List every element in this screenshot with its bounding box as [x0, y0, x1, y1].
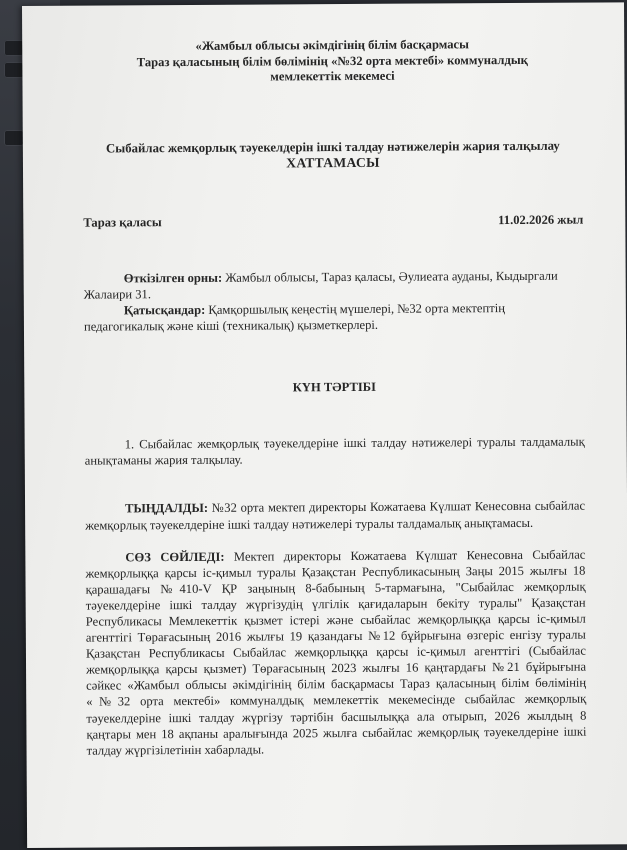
venue-paragraph	[84, 267, 584, 302]
document-body	[82, 37, 586, 759]
heard-text: №32 орта мектеп директоры Кожатаева Күлшат Кенесовна сыбайлас жемқорлық тәуекелдеріне ішкі талдау нәтижелері туралы талдамалық анықтамасы.	[85, 499, 586, 533]
spoke-paragraph	[85, 546, 586, 758]
title-subject: Сыбайлас жемқорлық тәуекелдерін ішкі талдау нәтижелерін жария талқылау	[105, 138, 560, 155]
org-line-1: «Жамбыл облысы әкімдігінің білім басқармасы	[195, 37, 469, 53]
title-protocol: ХАТТАМАСЫ	[286, 154, 380, 170]
participants-paragraph	[84, 300, 584, 335]
agenda-item-1: 1. Сыбайлас жемқорлық тәуекелдеріне ішкі талдау нәтижелері туралы талдамалық анықтаманы жария талқылау.	[84, 434, 585, 468]
venue-label: Өткізілген орны:	[123, 270, 223, 286]
heard-label: ТЫҢДАЛДЫ:	[125, 501, 209, 516]
agenda-heading: КҮН ТӘРТІБІ	[292, 380, 377, 395]
city-label: Тараз қаласы	[83, 214, 162, 230]
spoke-label: СӨЗ СӨЙЛЕДІ:	[125, 549, 225, 565]
document-title	[83, 137, 583, 172]
keyboard-key	[4, 62, 24, 78]
participants-text: Қамқоршылық кеңестің мүшелері, №32 орта мектептің педагогикалық және кіші (техникалық) қызметкерлері.	[83, 301, 505, 334]
participants-label: Қатысқандар:	[123, 302, 206, 318]
org-line-2: Тараз қаласының білім бөлімінің «№32 орта мектебі» коммуналдық	[136, 52, 528, 69]
keyboard-key	[4, 40, 24, 56]
keyboard-key	[4, 130, 24, 146]
document-page	[22, 2, 627, 848]
spoke-text: Мектеп директоры Кожатаева Күлшат Кенесовна Сыбайлас жемқорлыққа қарсы іс-қимыл туралы Қазақстан Республикасының Заңы 2015 жылғы 18 қарашадағы №410-V ҚР заңының 8-бабының 5-тармағына, "Сыбайлас жемқорлық тәуекелдеріне ішкі талдау жүргізудің үлгілік қағидаларын бекіту туралы" Қазақстан Республикасы Мемлекеттік қызмет істері және сыбайлас жемқорлыққа қарсы іс-қимыл агенттігі Төрағасының 2016 жылғы 19 қазандағы №12 бұйрығына өзгеріс енгізу туралы Қазақстан Республикасы Сыбайлас жемқорлыққа қарсы іс-қимыл агенттігі (Сыбайлас жемқорлыққа қарсы қызмет) Төрағасының 2023 жылғы 16 қаңтардағы №21 бұйрығына сәйкес «Жамбыл облысы әкімдігінің білім басқармасы Тараз қаласының білім бөлімінің «№32 орта мектебі» коммуналдық мемлекеттік мекемесінде сыбайлас жемқорлық тәуекелдеріне ішкі талдау жүргізу тәртібін басшылыққа ала отырып, 2026 жылдың 8 қаңтары мен 18 ақпаны аралығында 2025 жылға сыбайлас жемқорлық тәуекелдеріне ішкі талдау жүргізілетінін хабарлады.	[85, 547, 587, 758]
organization-header	[82, 37, 582, 87]
place-date-row	[83, 211, 583, 230]
venue-text: Жамбыл облысы, Тараз қаласы, Әулиеата ауданы, Кыдыргали Жалаири 31.	[83, 268, 558, 302]
date-label: 11.02.2026 жыл	[498, 212, 584, 227]
heard-paragraph	[85, 498, 585, 533]
org-line-3: мемлекеттік мекемесі	[270, 68, 395, 84]
